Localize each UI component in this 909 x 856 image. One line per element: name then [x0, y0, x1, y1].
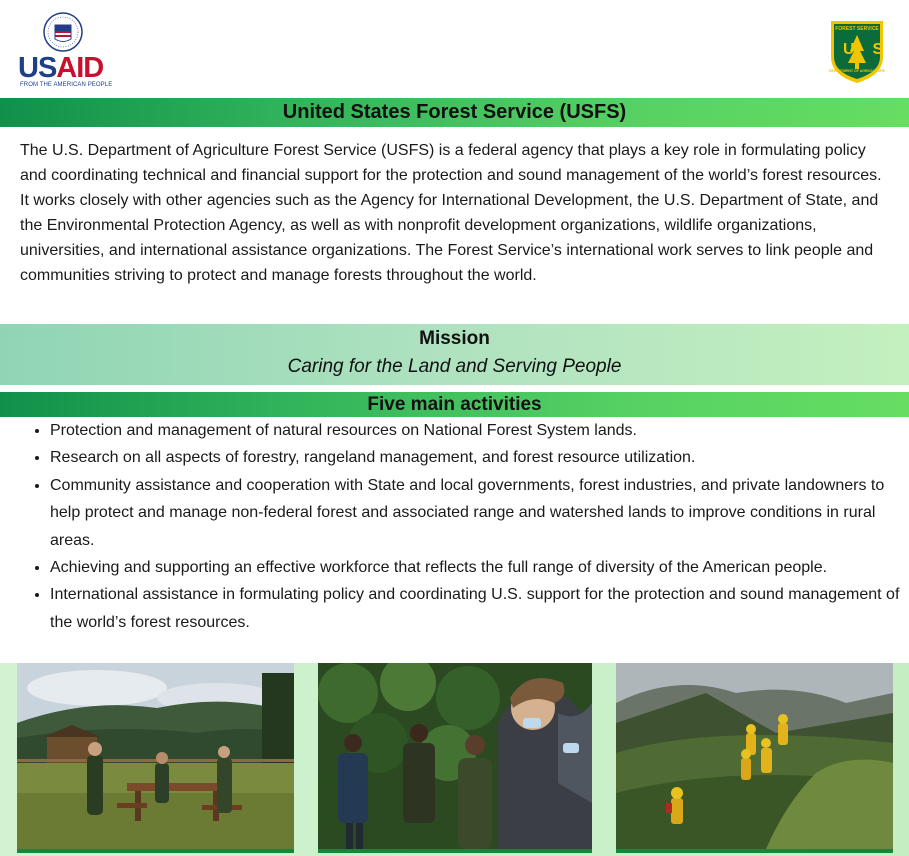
- photo-firefighters: [616, 663, 893, 853]
- forest-team-image: [318, 663, 592, 849]
- list-item: • Achieving and supporting an effective workforce that reflects the full range of diversity of the American people.: [50, 554, 900, 581]
- forest-service-letters: US: [843, 41, 902, 58]
- page-title: United States Forest Service (USFS): [0, 98, 909, 127]
- list-item: • Protection and management of natural resources on National Forest System lands.: [50, 417, 900, 444]
- mission-heading: Mission: [419, 328, 490, 349]
- mission-motto: Caring for the Land and Serving People: [287, 356, 622, 377]
- forest-service-top-text: FOREST SERVICE: [835, 26, 879, 32]
- photo-forest-team: [318, 663, 592, 853]
- firefighters-image: [616, 663, 893, 849]
- intro-paragraph: The U.S. Department of Agriculture Forest Service (USFS) is a federal agency that plays a key role in formulating policy and coordinating technical and financial support for the protection and sound management of the world’s forest resources. It works closely with other agencies such as the Agency for International Development, the U.S. Department of State, and the Environmental Protection Agency, as well as with nonprofit development organizations, wildlife organizations, universities, and international assistance organizations. The Forest Service’s international work serves to link people and communities striving to protect and manage forests throughout the world.: [20, 142, 882, 284]
- mission-section: [0, 324, 909, 385]
- list-item: • Research on all aspects of forestry, rangeland management, and forest resource utilization.: [50, 444, 900, 471]
- list-item: • Community assistance and cooperation with State and local governments, forest industries, and private landowners to help protect and manage non-federal forest and associated range and watershed lands to improve conditions in rural areas.: [50, 472, 900, 554]
- list-item: • International assistance in formulating policy and coordinating U.S. support for the protection and sound management of the world’s forest resources.: [50, 581, 900, 636]
- forest-service-logo: [827, 17, 902, 85]
- activities-heading: Five main activities: [0, 392, 909, 417]
- activities-list: [20, 417, 900, 636]
- usaid-tagline: FROM THE AMERICAN PEOPLE: [20, 82, 113, 88]
- picnic-table-image: [17, 663, 294, 849]
- usaid-wordmark: USAID: [18, 52, 104, 84]
- usaid-logo: [16, 12, 112, 90]
- forest-service-bottom-text: DEPARTMENT OF AGRICULTURE: [829, 69, 885, 73]
- photo-picnic-table: [17, 663, 294, 853]
- usaid-seal-icon: [43, 12, 83, 52]
